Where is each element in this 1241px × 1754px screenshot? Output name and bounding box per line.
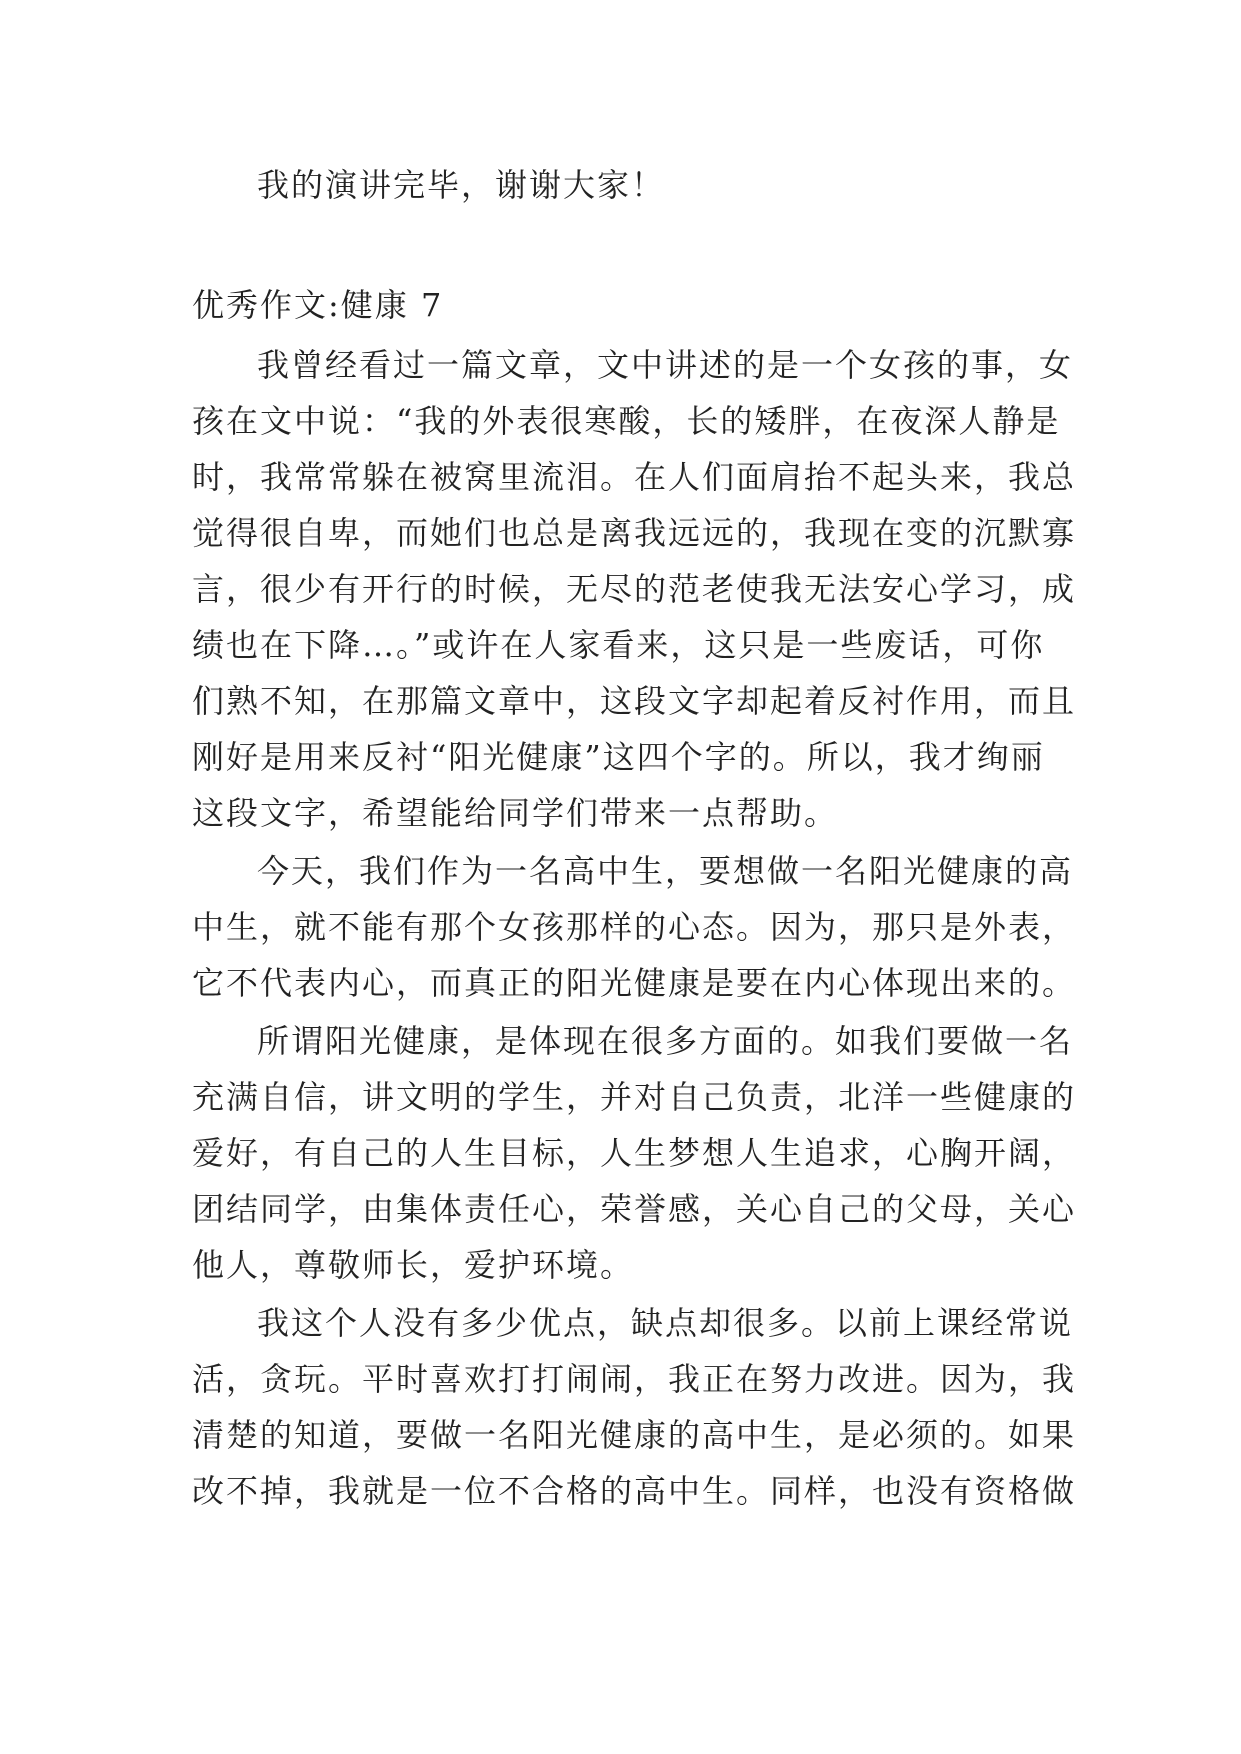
paragraph-line: 改不掉，我就是一位不合格的高中生。同样，也没有资格做 bbox=[192, 1472, 1077, 1510]
paragraph-line: 我这个人没有多少优点，缺点却很多。以前上课经常说 bbox=[257, 1304, 1074, 1342]
paragraph-line: 中生，就不能有那个女孩那样的心态。因为，那只是外表， bbox=[192, 908, 1077, 946]
paragraph-line: 们熟不知，在那篇文章中，这段文字却起着反衬作用，而且 bbox=[192, 682, 1077, 720]
paragraph-line: 绩也在下降…。”或许在人家看来，这只是一些废话，可你 bbox=[192, 626, 1045, 664]
paragraph-line: 孩在文中说：“我的外表很寒酸，长的矮胖，在夜深人静是 bbox=[192, 402, 1061, 440]
paragraph-line: 我曾经看过一篇文章，文中讲述的是一个女孩的事，女 bbox=[257, 346, 1074, 384]
paragraph-line: 它不代表内心，而真正的阳光健康是要在内心体现出来的。 bbox=[192, 964, 1077, 1002]
paragraph-line: 活，贪玩。平时喜欢打打闹闹，我正在努力改进。因为，我 bbox=[192, 1360, 1077, 1398]
paragraph-line: 今天，我们作为一名高中生，要想做一名阳光健康的高 bbox=[257, 852, 1074, 890]
paragraph-line: 觉得很自卑，而她们也总是离我远远的，我现在变的沉默寡 bbox=[192, 514, 1077, 552]
paragraph-line: 言，很少有开行的时候，无尽的范老使我无法安心学习，成 bbox=[192, 570, 1077, 608]
paragraph-line: 爱好，有自己的人生目标，人生梦想人生追求，心胸开阔， bbox=[192, 1134, 1077, 1172]
paragraph-line: 刚好是用来反衬“阳光健康”这四个字的。所以，我才绚丽 bbox=[192, 738, 1045, 776]
paragraph-line: 时，我常常躲在被窝里流泪。在人们面肩抬不起头来，我总 bbox=[192, 458, 1077, 496]
paragraph-line: 所谓阳光健康，是体现在很多方面的。如我们要做一名 bbox=[257, 1022, 1074, 1060]
paragraph-line: 这段文字，希望能给同学们带来一点帮助。 bbox=[192, 794, 839, 832]
essay-heading: 优秀作文:健康 7 bbox=[192, 286, 444, 324]
paragraph-line: 充满自信，讲文明的学生，并对自己负责，北洋一些健康的 bbox=[192, 1078, 1077, 1116]
paragraph-line: 他人，尊敬师长，爱护环境。 bbox=[192, 1246, 635, 1284]
paragraph-line: 清楚的知道，要做一名阳光健康的高中生，是必须的。如果 bbox=[192, 1416, 1077, 1454]
closing-line: 我的演讲完毕，谢谢大家！ bbox=[257, 166, 666, 204]
paragraph-line: 团结同学，由集体责任心，荣誉感，关心自己的父母，关心 bbox=[192, 1190, 1077, 1228]
